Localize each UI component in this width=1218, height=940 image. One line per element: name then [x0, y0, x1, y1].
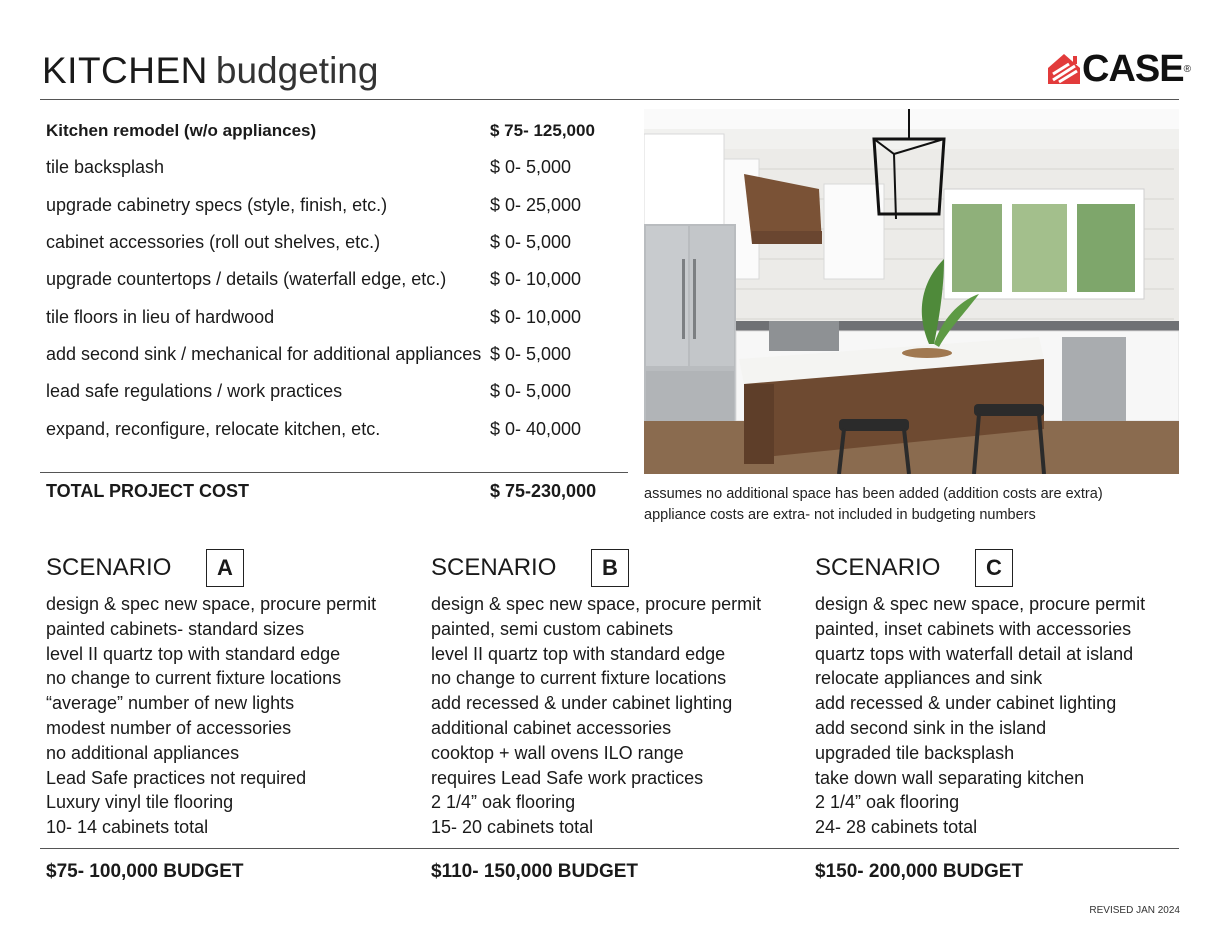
cost-row [46, 149, 626, 186]
registered-mark: ® [1183, 63, 1191, 75]
house-logo-icon [1046, 52, 1082, 86]
scenario-letter-box: A [206, 549, 244, 587]
list-item: no additional appliances [46, 742, 240, 763]
total-label: TOTAL PROJECT COST [46, 481, 250, 501]
scenario-items [431, 592, 801, 840]
list-item: additional cabinet accessories [431, 717, 672, 738]
list-item: Lead Safe practices not required [46, 767, 307, 788]
list-item: Luxury vinyl tile flooring [46, 792, 234, 813]
scenario-header [46, 548, 416, 588]
logo-text: CASE [1082, 48, 1184, 90]
header-divider [40, 99, 1179, 100]
list-item: requires Lead Safe work practices [431, 767, 704, 788]
list-item: 15- 20 cabinets total [431, 817, 594, 838]
scenario-items [815, 592, 1185, 840]
list-item: design & spec new space, procure permit [815, 594, 1146, 614]
scenario-letter-box: C [975, 549, 1013, 587]
list-item: take down wall separating kitchen [815, 767, 1085, 788]
cost-label: upgrade countertops / details (waterfall edge, etc.) [46, 269, 447, 290]
list-item: quartz tops with waterfall detail at island [815, 643, 1134, 664]
scenario-a-budget: $75- 100,000 BUDGET [46, 861, 244, 882]
list-item: design & spec new space, procure permit [431, 594, 762, 614]
list-item: 2 1/4” oak flooring [431, 792, 576, 813]
total-amount: $ 75-230,000 [490, 481, 597, 501]
cost-amount: $ 75- 125,000 [490, 120, 595, 140]
cost-amount: $ 0- 5,000 [490, 232, 572, 253]
list-item: level II quartz top with standard edge [431, 643, 726, 664]
cost-label: tile backsplash [46, 157, 165, 178]
cost-label: add second sink / mechanical for additional appliances [46, 343, 482, 364]
list-item: design & spec new space, procure permit [46, 594, 377, 614]
list-item: cooktop + wall ovens ILO range [431, 742, 684, 763]
kitchen-photo [644, 109, 1179, 474]
total-divider [40, 472, 628, 473]
cost-amount: $ 0- 10,000 [490, 306, 582, 327]
cost-label: Kitchen remodel (w/o appliances) [46, 120, 317, 140]
list-item: 24- 28 cabinets total [815, 817, 978, 838]
scenario-items [46, 592, 416, 840]
cost-amount: $ 0- 5,000 [490, 381, 572, 402]
total-row [46, 481, 626, 502]
list-item: add second sink in the island [815, 717, 1047, 738]
cost-row [46, 410, 626, 447]
cost-row [46, 224, 626, 261]
cost-row [46, 298, 626, 335]
title-light: budgeting [215, 50, 379, 91]
cost-amount: $ 0- 10,000 [490, 269, 582, 290]
cost-label: expand, reconfigure, relocate kitchen, etc. [46, 418, 381, 439]
page-title [42, 50, 378, 92]
cost-row [46, 336, 626, 373]
cost-row [46, 261, 626, 298]
note-line: appliance costs are extra- not included in budgeting numbers [644, 507, 1036, 523]
list-item: painted, semi custom cabinets [431, 618, 674, 639]
scenario-word: SCENARIO [46, 554, 172, 581]
scenario-word: SCENARIO [431, 554, 557, 581]
list-item: no change to current fixture locations [431, 668, 727, 689]
scenario-c [815, 548, 1185, 840]
revised-date: REVISED JAN 2024 [1089, 905, 1180, 916]
list-item: no change to current fixture locations [46, 668, 342, 689]
list-item: 10- 14 cabinets total [46, 817, 209, 838]
cost-label: upgrade cabinetry specs (style, finish, etc.) [46, 194, 388, 215]
list-item: painted cabinets- standard sizes [46, 618, 305, 639]
cost-list [46, 112, 626, 448]
cost-row [46, 187, 626, 224]
scenario-a [46, 548, 416, 840]
note-line: assumes no additional space has been added (addition costs are extra) [644, 486, 1103, 502]
title-strong: KITCHEN [42, 50, 208, 91]
scenario-b-budget: $110- 150,000 BUDGET [431, 861, 639, 882]
list-item: relocate appliances and sink [815, 668, 1043, 689]
kitchen-illustration [644, 109, 1179, 474]
scenario-b [431, 548, 801, 840]
cost-label: cabinet accessories (roll out shelves, etc.) [46, 232, 381, 253]
scenario-word: SCENARIO [815, 554, 941, 581]
cost-label: tile floors in lieu of hardwood [46, 306, 275, 327]
list-item: add recessed & under cabinet lighting [431, 693, 733, 714]
list-item: upgraded tile backsplash [815, 742, 1015, 763]
scenario-header [815, 548, 1185, 588]
cost-amount: $ 0- 40,000 [490, 418, 582, 439]
cost-amount: $ 0- 5,000 [490, 343, 572, 364]
list-item: painted, inset cabinets with accessories [815, 618, 1132, 639]
case-logo [1046, 50, 1191, 88]
scenario-letter-box: B [591, 549, 629, 587]
cost-label: lead safe regulations / work practices [46, 381, 343, 402]
budget-divider [40, 848, 1179, 849]
list-item: level II quartz top with standard edge [46, 643, 341, 664]
list-item: 2 1/4” oak flooring [815, 792, 960, 813]
list-item: modest number of accessories [46, 717, 292, 738]
scenario-header [431, 548, 801, 588]
cost-row [46, 373, 626, 410]
cost-amount: $ 0- 5,000 [490, 157, 572, 178]
list-item: “average” number of new lights [46, 693, 295, 714]
cost-row [46, 112, 626, 149]
list-item: add recessed & under cabinet lighting [815, 693, 1117, 714]
photo-notes [644, 484, 1103, 526]
cost-amount: $ 0- 25,000 [490, 194, 582, 215]
scenario-c-budget: $150- 200,000 BUDGET [815, 861, 1024, 882]
